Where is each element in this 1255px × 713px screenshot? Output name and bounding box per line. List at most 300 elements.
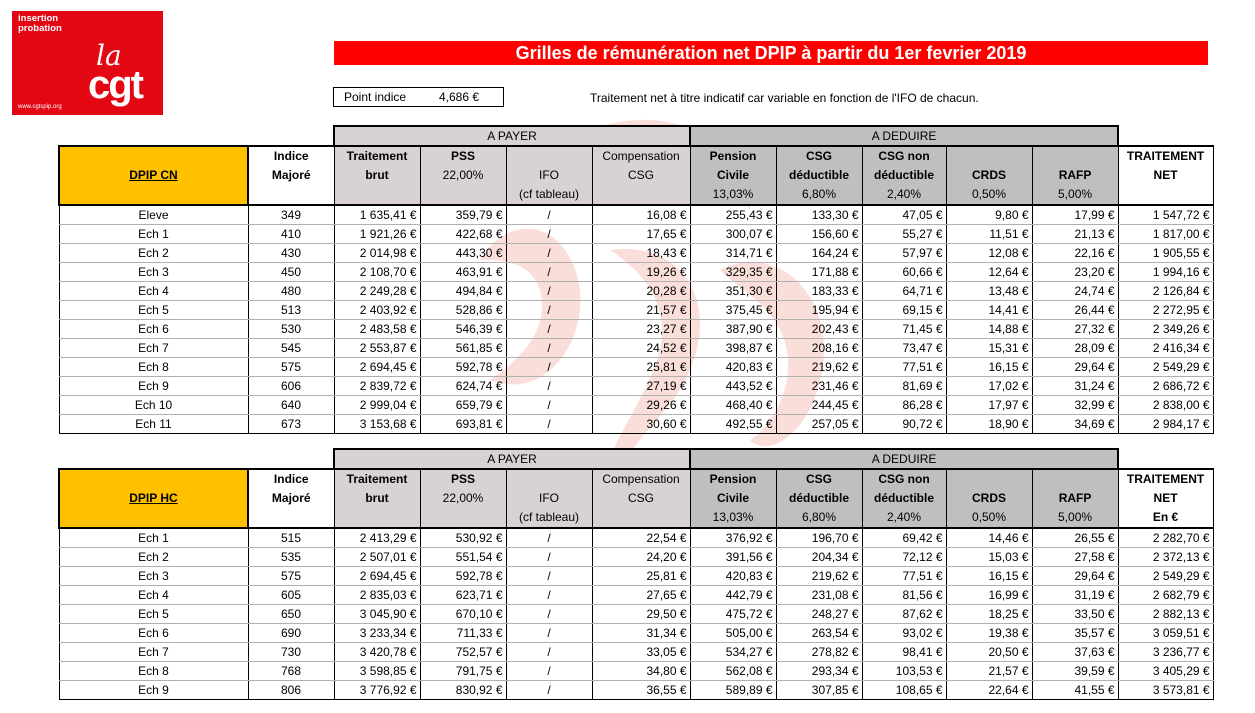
table-row: [59, 377, 1213, 396]
cell-net: 2 549,29 €: [1118, 567, 1213, 586]
cell-pension: 300,07 €: [690, 225, 776, 244]
cell-brut: 3 776,92 €: [334, 681, 420, 700]
cell-indice: 575: [248, 358, 334, 377]
cell-csg_nd: 55,27 €: [862, 225, 946, 244]
cell-rafp: 17,99 €: [1032, 205, 1118, 225]
col-header-brut: Traitement brut: [334, 469, 420, 528]
cell-csg_d: 202,43 €: [776, 320, 862, 339]
cell-pss: 528,86 €: [420, 301, 506, 320]
col-header-net: TRAITEMENT NET En €: [1118, 469, 1213, 528]
cell-brut: 2 483,58 €: [334, 320, 420, 339]
cell-pension: 375,45 €: [690, 301, 776, 320]
table-row: [59, 415, 1213, 434]
cell-crds: 18,90 €: [946, 415, 1032, 434]
cell-rafp: 35,57 €: [1032, 624, 1118, 643]
cell-crds: 16,15 €: [946, 358, 1032, 377]
grade-label: DPIP HC: [59, 469, 248, 528]
cell-pension: 589,89 €: [690, 681, 776, 700]
cell-ifo: /: [506, 548, 592, 567]
band-spacer: [248, 126, 334, 146]
cell-net: 2 882,13 €: [1118, 605, 1213, 624]
cell-comp: 24,20 €: [592, 548, 690, 567]
cell-comp: 30,60 €: [592, 415, 690, 434]
cell-net: 2 349,26 €: [1118, 320, 1213, 339]
cell-ifo: /: [506, 205, 592, 225]
cell-pss: 592,78 €: [420, 567, 506, 586]
cell-csg_d: 196,70 €: [776, 528, 862, 548]
cell-brut: 1 921,26 €: [334, 225, 420, 244]
cell-rafp: 34,69 €: [1032, 415, 1118, 434]
cell-csg_d: 156,60 €: [776, 225, 862, 244]
row-grade-step: Ech 2: [59, 548, 248, 567]
cell-net: 3 573,81 €: [1118, 681, 1213, 700]
row-grade-step: Ech 3: [59, 567, 248, 586]
cell-net: 2 682,79 €: [1118, 586, 1213, 605]
table-row: [59, 624, 1213, 643]
cell-comp: 31,34 €: [592, 624, 690, 643]
col-header-crds: CRDS 0,50%: [946, 469, 1032, 528]
cell-indice: 410: [248, 225, 334, 244]
cell-net: 2 549,29 €: [1118, 358, 1213, 377]
page-title: Grilles de rémunération net DPIP à partir du 1er fevrier 2019: [334, 41, 1208, 65]
cell-indice: 530: [248, 320, 334, 339]
cell-rafp: 27,32 €: [1032, 320, 1118, 339]
cell-pss: 670,10 €: [420, 605, 506, 624]
cell-csg_nd: 81,69 €: [862, 377, 946, 396]
col-header-indice: Indice Majoré: [248, 146, 334, 205]
table-row: [59, 225, 1213, 244]
cell-crds: 12,08 €: [946, 244, 1032, 263]
cell-indice: 673: [248, 415, 334, 434]
cell-pension: 534,27 €: [690, 643, 776, 662]
cell-pss: 422,68 €: [420, 225, 506, 244]
cell-net: 1 905,55 €: [1118, 244, 1213, 263]
cell-comp: 33,05 €: [592, 643, 690, 662]
cell-csg_nd: 81,56 €: [862, 586, 946, 605]
table-row: [59, 320, 1213, 339]
cell-csg_d: 257,05 €: [776, 415, 862, 434]
cell-comp: 34,80 €: [592, 662, 690, 681]
cell-brut: 2 507,01 €: [334, 548, 420, 567]
cell-comp: 36,55 €: [592, 681, 690, 700]
cell-pss: 561,85 €: [420, 339, 506, 358]
cell-comp: 19,26 €: [592, 263, 690, 282]
cell-net: 3 236,77 €: [1118, 643, 1213, 662]
cell-indice: 535: [248, 548, 334, 567]
cell-csg_d: 164,24 €: [776, 244, 862, 263]
cell-comp: 29,50 €: [592, 605, 690, 624]
cell-comp: 16,08 €: [592, 205, 690, 225]
cell-indice: 730: [248, 643, 334, 662]
row-grade-step: Ech 1: [59, 225, 248, 244]
table-row: [59, 301, 1213, 320]
col-header-pss: PSS 22,00%: [420, 469, 506, 528]
cell-rafp: 41,55 €: [1032, 681, 1118, 700]
cell-comp: 21,57 €: [592, 301, 690, 320]
table-row: [59, 681, 1213, 700]
cell-csg_d: 133,30 €: [776, 205, 862, 225]
cell-rafp: 31,19 €: [1032, 586, 1118, 605]
cell-rafp: 39,59 €: [1032, 662, 1118, 681]
cell-rafp: 33,50 €: [1032, 605, 1118, 624]
col-header-brut: Traitement brut: [334, 146, 420, 205]
col-header-indice: Indice Majoré: [248, 469, 334, 528]
cell-crds: 16,99 €: [946, 586, 1032, 605]
cell-crds: 22,64 €: [946, 681, 1032, 700]
band-spacer: [59, 126, 248, 146]
cell-ifo: /: [506, 282, 592, 301]
table-row: [59, 263, 1213, 282]
cell-net: 2 282,70 €: [1118, 528, 1213, 548]
logo-tagline: [18, 14, 62, 34]
cell-csg_nd: 77,51 €: [862, 567, 946, 586]
point-indice-label: Point indice: [344, 90, 407, 104]
cell-ifo: /: [506, 681, 592, 700]
cell-rafp: 23,20 €: [1032, 263, 1118, 282]
cell-ifo: /: [506, 605, 592, 624]
cell-pension: 420,83 €: [690, 567, 776, 586]
cell-net: 1 994,16 €: [1118, 263, 1213, 282]
cell-indice: 650: [248, 605, 334, 624]
table-row: [59, 548, 1213, 567]
cell-ifo: /: [506, 586, 592, 605]
band-a-payer: A PAYER: [334, 126, 690, 146]
cell-pension: 376,92 €: [690, 528, 776, 548]
cell-crds: 14,88 €: [946, 320, 1032, 339]
row-grade-step: Eleve: [59, 205, 248, 225]
row-grade-step: Ech 11: [59, 415, 248, 434]
table-row: [59, 662, 1213, 681]
cell-csg_nd: 73,47 €: [862, 339, 946, 358]
cell-ifo: /: [506, 301, 592, 320]
cell-csg_nd: 71,45 €: [862, 320, 946, 339]
cell-ifo: /: [506, 643, 592, 662]
cell-comp: 29,26 €: [592, 396, 690, 415]
cell-indice: 606: [248, 377, 334, 396]
cell-comp: 17,65 €: [592, 225, 690, 244]
table-row: [59, 339, 1213, 358]
cell-ifo: /: [506, 244, 592, 263]
cell-pss: 624,74 €: [420, 377, 506, 396]
cell-rafp: 28,09 €: [1032, 339, 1118, 358]
cell-crds: 15,31 €: [946, 339, 1032, 358]
cell-pension: 387,90 €: [690, 320, 776, 339]
row-grade-step: Ech 4: [59, 282, 248, 301]
cell-comp: 25,81 €: [592, 358, 690, 377]
logo-line1: insertion: [18, 13, 59, 24]
grade-label: DPIP CN: [59, 146, 248, 205]
cell-pension: 398,87 €: [690, 339, 776, 358]
cell-indice: 450: [248, 263, 334, 282]
cell-csg_d: 293,34 €: [776, 662, 862, 681]
cell-indice: 515: [248, 528, 334, 548]
salary-table-cn: [58, 125, 1214, 434]
cell-brut: 2 249,28 €: [334, 282, 420, 301]
cell-csg_nd: 86,28 €: [862, 396, 946, 415]
cell-csg_nd: 47,05 €: [862, 205, 946, 225]
cell-rafp: 31,24 €: [1032, 377, 1118, 396]
cell-brut: 2 403,92 €: [334, 301, 420, 320]
col-header-crds: CRDS 0,50%: [946, 146, 1032, 205]
table-row: [59, 567, 1213, 586]
cell-pss: 463,91 €: [420, 263, 506, 282]
col-header-comp: Compensation CSG: [592, 469, 690, 528]
cell-csg_nd: 64,71 €: [862, 282, 946, 301]
col-header-ifo: IFO (cf tableau): [506, 469, 592, 528]
cell-crds: 13,48 €: [946, 282, 1032, 301]
cell-net: 2 272,95 €: [1118, 301, 1213, 320]
table-row: [59, 643, 1213, 662]
row-grade-step: Ech 7: [59, 643, 248, 662]
cell-rafp: 37,63 €: [1032, 643, 1118, 662]
cell-pension: 475,72 €: [690, 605, 776, 624]
band-spacer: [1118, 126, 1213, 146]
header-row: [59, 146, 1213, 205]
logo-cgt: cgt: [88, 63, 142, 107]
band-row: [59, 126, 1213, 146]
cell-csg_d: 219,62 €: [776, 358, 862, 377]
cell-csg_nd: 72,12 €: [862, 548, 946, 567]
cell-csg_nd: 60,66 €: [862, 263, 946, 282]
cell-net: 1 547,72 €: [1118, 205, 1213, 225]
cell-brut: 2 108,70 €: [334, 263, 420, 282]
cell-comp: 27,19 €: [592, 377, 690, 396]
cell-pss: 659,79 €: [420, 396, 506, 415]
cell-pension: 505,00 €: [690, 624, 776, 643]
cell-comp: 18,43 €: [592, 244, 690, 263]
cell-brut: 2 694,45 €: [334, 567, 420, 586]
cell-csg_d: 231,46 €: [776, 377, 862, 396]
cell-crds: 20,50 €: [946, 643, 1032, 662]
row-grade-step: Ech 5: [59, 605, 248, 624]
cell-csg_d: 307,85 €: [776, 681, 862, 700]
cell-rafp: 24,74 €: [1032, 282, 1118, 301]
header-row: [59, 469, 1213, 528]
cell-csg_d: 248,27 €: [776, 605, 862, 624]
cell-indice: 605: [248, 586, 334, 605]
logo-url: www.cgtspip.org: [18, 104, 62, 110]
cell-crds: 18,25 €: [946, 605, 1032, 624]
cell-pss: 443,30 €: [420, 244, 506, 263]
row-grade-step: Ech 2: [59, 244, 248, 263]
cell-net: 2 126,84 €: [1118, 282, 1213, 301]
cell-csg_nd: 87,62 €: [862, 605, 946, 624]
row-grade-step: Ech 6: [59, 624, 248, 643]
col-header-csg_nd: CSG non déductible 2,40%: [862, 146, 946, 205]
row-grade-step: Ech 9: [59, 377, 248, 396]
cell-csg_d: 204,34 €: [776, 548, 862, 567]
cell-pss: 693,81 €: [420, 415, 506, 434]
cell-ifo: /: [506, 263, 592, 282]
cell-ifo: /: [506, 396, 592, 415]
row-grade-step: Ech 8: [59, 662, 248, 681]
row-grade-step: Ech 6: [59, 320, 248, 339]
cell-csg_nd: 69,15 €: [862, 301, 946, 320]
band-a-deduire: A DEDUIRE: [690, 126, 1118, 146]
band-a-deduire: A DEDUIRE: [690, 449, 1118, 469]
cell-crds: 14,46 €: [946, 528, 1032, 548]
band-spacer: [59, 449, 248, 469]
cell-csg_nd: 69,42 €: [862, 528, 946, 548]
col-header-pss: PSS 22,00%: [420, 146, 506, 205]
cell-csg_d: 171,88 €: [776, 263, 862, 282]
cell-indice: 768: [248, 662, 334, 681]
cell-net: 3 059,51 €: [1118, 624, 1213, 643]
cell-rafp: 29,64 €: [1032, 567, 1118, 586]
row-grade-step: Ech 10: [59, 396, 248, 415]
cell-csg_d: 219,62 €: [776, 567, 862, 586]
cell-comp: 20,28 €: [592, 282, 690, 301]
row-grade-step: Ech 9: [59, 681, 248, 700]
cell-ifo: /: [506, 567, 592, 586]
cell-crds: 12,64 €: [946, 263, 1032, 282]
cell-csg_nd: 57,97 €: [862, 244, 946, 263]
cell-pss: 830,92 €: [420, 681, 506, 700]
cell-net: 1 817,00 €: [1118, 225, 1213, 244]
table-row: [59, 586, 1213, 605]
cell-brut: 2 014,98 €: [334, 244, 420, 263]
cell-csg_nd: 108,65 €: [862, 681, 946, 700]
col-header-csg_d: CSG déductible 6,80%: [776, 146, 862, 205]
cell-indice: 575: [248, 567, 334, 586]
indicative-note: Traitement net à titre indicatif car variable en fonction de l'IFO de chacun.: [590, 91, 979, 105]
cell-net: 2 984,17 €: [1118, 415, 1213, 434]
cell-rafp: 27,58 €: [1032, 548, 1118, 567]
cell-pension: 391,56 €: [690, 548, 776, 567]
table-row: [59, 605, 1213, 624]
cell-net: 2 372,13 €: [1118, 548, 1213, 567]
cell-pss: 546,39 €: [420, 320, 506, 339]
cell-csg_d: 263,54 €: [776, 624, 862, 643]
row-grade-step: Ech 1: [59, 528, 248, 548]
cell-crds: 17,97 €: [946, 396, 1032, 415]
cell-csg_d: 183,33 €: [776, 282, 862, 301]
cell-crds: 17,02 €: [946, 377, 1032, 396]
band-spacer: [248, 449, 334, 469]
cell-indice: 545: [248, 339, 334, 358]
cell-pss: 752,57 €: [420, 643, 506, 662]
cell-csg_d: 244,45 €: [776, 396, 862, 415]
table-row: [59, 396, 1213, 415]
table-row: [59, 205, 1213, 225]
cgt-logo: [12, 11, 163, 115]
cell-indice: 513: [248, 301, 334, 320]
cell-csg_d: 195,94 €: [776, 301, 862, 320]
col-header-rafp: RAFP 5,00%: [1032, 146, 1118, 205]
cell-crds: 9,80 €: [946, 205, 1032, 225]
cell-net: 2 838,00 €: [1118, 396, 1213, 415]
row-grade-step: Ech 7: [59, 339, 248, 358]
cell-rafp: 29,64 €: [1032, 358, 1118, 377]
cell-pss: 592,78 €: [420, 358, 506, 377]
cell-indice: 480: [248, 282, 334, 301]
point-indice-value: 4,686 €: [439, 90, 480, 104]
cell-crds: 11,51 €: [946, 225, 1032, 244]
col-header-comp: Compensation CSG: [592, 146, 690, 205]
cell-pension: 314,71 €: [690, 244, 776, 263]
cell-pension: 442,79 €: [690, 586, 776, 605]
cell-pension: 443,52 €: [690, 377, 776, 396]
cell-ifo: /: [506, 358, 592, 377]
cell-comp: 24,52 €: [592, 339, 690, 358]
cell-pension: 329,35 €: [690, 263, 776, 282]
cell-rafp: 22,16 €: [1032, 244, 1118, 263]
cell-ifo: /: [506, 225, 592, 244]
cell-crds: 16,15 €: [946, 567, 1032, 586]
cell-pss: 623,71 €: [420, 586, 506, 605]
cell-comp: 23,27 €: [592, 320, 690, 339]
table-row: [59, 244, 1213, 263]
row-grade-step: Ech 3: [59, 263, 248, 282]
row-grade-step: Ech 4: [59, 586, 248, 605]
cell-pss: 530,92 €: [420, 528, 506, 548]
cell-brut: 2 999,04 €: [334, 396, 420, 415]
cell-ifo: /: [506, 528, 592, 548]
cell-csg_d: 278,82 €: [776, 643, 862, 662]
cell-ifo: /: [506, 624, 592, 643]
band-spacer: [1118, 449, 1213, 469]
cell-csg_nd: 77,51 €: [862, 358, 946, 377]
cell-ifo: /: [506, 415, 592, 434]
logo-la: la: [96, 39, 122, 72]
cell-brut: 3 598,85 €: [334, 662, 420, 681]
cell-comp: 22,54 €: [592, 528, 690, 548]
cell-net: 3 405,29 €: [1118, 662, 1213, 681]
cell-comp: 27,65 €: [592, 586, 690, 605]
cell-net: 2 416,34 €: [1118, 339, 1213, 358]
cell-rafp: 26,55 €: [1032, 528, 1118, 548]
cell-rafp: 32,99 €: [1032, 396, 1118, 415]
band-row: [59, 449, 1213, 469]
salary-table-hc: [58, 448, 1214, 700]
cell-pss: 494,84 €: [420, 282, 506, 301]
col-header-csg_nd: CSG non déductible 2,40%: [862, 469, 946, 528]
col-header-ifo: IFO (cf tableau): [506, 146, 592, 205]
cell-indice: 430: [248, 244, 334, 263]
cell-crds: 15,03 €: [946, 548, 1032, 567]
cell-indice: 640: [248, 396, 334, 415]
cell-rafp: 26,44 €: [1032, 301, 1118, 320]
cell-brut: 2 553,87 €: [334, 339, 420, 358]
table-row: [59, 282, 1213, 301]
cell-csg_nd: 103,53 €: [862, 662, 946, 681]
cell-csg_nd: 90,72 €: [862, 415, 946, 434]
cell-pss: 711,33 €: [420, 624, 506, 643]
cell-pension: 420,83 €: [690, 358, 776, 377]
cell-brut: 2 694,45 €: [334, 358, 420, 377]
col-header-csg_d: CSG déductible 6,80%: [776, 469, 862, 528]
cell-net: 2 686,72 €: [1118, 377, 1213, 396]
cell-brut: 1 635,41 €: [334, 205, 420, 225]
cell-brut: 2 413,29 €: [334, 528, 420, 548]
cell-rafp: 21,13 €: [1032, 225, 1118, 244]
cell-pension: 468,40 €: [690, 396, 776, 415]
cell-pension: 562,08 €: [690, 662, 776, 681]
cell-brut: 2 839,72 €: [334, 377, 420, 396]
cell-csg_d: 231,08 €: [776, 586, 862, 605]
cell-ifo: /: [506, 339, 592, 358]
cell-brut: 3 420,78 €: [334, 643, 420, 662]
cell-brut: 3 233,34 €: [334, 624, 420, 643]
table-row: [59, 528, 1213, 548]
cell-indice: 349: [248, 205, 334, 225]
table-row: [59, 358, 1213, 377]
cell-ifo: /: [506, 662, 592, 681]
cell-comp: 25,81 €: [592, 567, 690, 586]
cell-pss: 359,79 €: [420, 205, 506, 225]
cell-csg_nd: 98,41 €: [862, 643, 946, 662]
cell-indice: 690: [248, 624, 334, 643]
